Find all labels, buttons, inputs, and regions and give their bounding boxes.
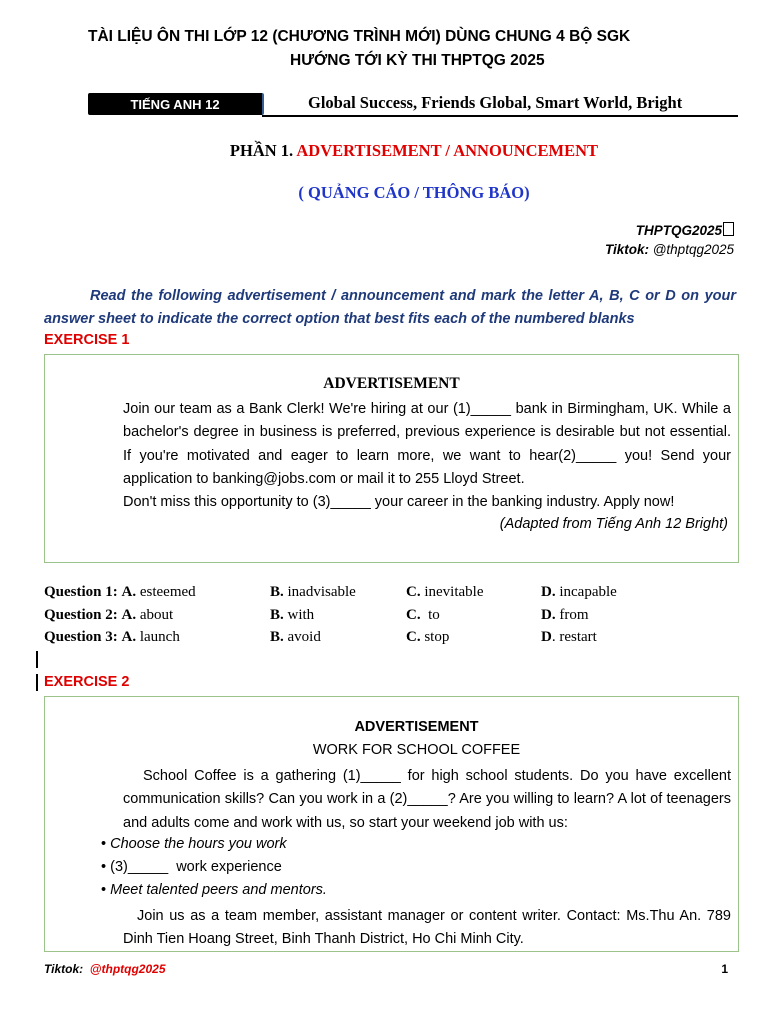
exercise-2-box	[44, 696, 739, 952]
question-row: Question 1: A. esteemed B. inadvisable C. inevitable D. incapable	[44, 584, 617, 600]
part-subtitle: ( QUẢNG CÁO / THÔNG BÁO)	[298, 183, 530, 202]
exam-tag	[636, 222, 734, 238]
part-topic: ADVERTISEMENT / ANNOUNCEMENT	[296, 141, 599, 160]
exercise-2-paragraph-text: School Coffee is a gathering (1)_____ for high school students. Do you have excellent communication skills? Can you work in a (2)_____? Are you willing to learn? A lot of teenagers and adults come and work with us, so start your weekend job with us:	[123, 768, 731, 831]
option-b[interactable]: inadvisable	[287, 584, 356, 600]
footer-tiktok	[44, 962, 166, 976]
exercise-2-paragraph	[123, 765, 731, 835]
exam-tag-text: THPTQG2025	[635, 223, 722, 238]
bullet-item: • Meet talented peers and mentors.	[101, 882, 327, 898]
exercise-2-paragraph-2	[123, 905, 731, 952]
bullet-blank: (3)_____ work experience	[110, 859, 282, 875]
option-a[interactable]: esteemed	[139, 584, 196, 600]
header-divider	[262, 115, 738, 117]
text-cursor	[36, 674, 38, 691]
exercise-1-box	[44, 354, 739, 563]
option-b[interactable]: with	[287, 607, 315, 623]
tiktok-tag	[605, 242, 734, 257]
subject-badge	[88, 93, 264, 115]
option-c[interactable]: inevitable	[424, 584, 484, 600]
page-number: 1	[721, 962, 728, 976]
part-label: PHẦN 1.	[229, 141, 294, 160]
bullet-item: • Choose the hours you work	[101, 836, 287, 852]
option-a[interactable]: launch	[139, 629, 180, 645]
placeholder-glyph-icon	[723, 222, 734, 236]
textbook-series: Global Success, Friends Global, Smart World, Bright	[308, 93, 683, 112]
question-label: Question 1:	[44, 584, 118, 600]
option-d[interactable]: restart	[559, 629, 597, 645]
question-label: Question 3:	[44, 629, 118, 645]
question-row: Question 3: A. launch B. avoid C. stop D. restart	[44, 629, 597, 645]
option-c[interactable]: to	[424, 607, 440, 623]
exercise-2-paragraph-2-text: Join us as a team member, assistant manager or content writer. Contact: Ms.Thu An. 789 Dinh Tien Hoang Street, Binh Thanh District, Ho Chi Minh City.	[123, 908, 731, 948]
header-title-line2: HƯỚNG TỚI KỲ THI THPTQG 2025	[290, 52, 545, 69]
text-cursor	[36, 651, 38, 668]
exercise-1-passage	[123, 398, 731, 514]
question-label: Question 2:	[44, 607, 118, 623]
exercise-1-paragraph-2: Don't miss this opportunity to (3)_____ your career in the banking industry. Apply now!	[123, 494, 675, 511]
tiktok-label: Tiktok:	[604, 242, 649, 257]
bullet-item: • (3)_____ work experience	[101, 859, 282, 875]
option-d[interactable]: from	[559, 607, 589, 623]
option-b[interactable]: avoid	[287, 629, 321, 645]
exercise-1-source: (Adapted from Tiếng Anh 12 Bright)	[499, 516, 728, 532]
exercise-2-title: ADVERTISEMENT	[354, 719, 479, 735]
subject-label: TIẾNG ANH 12	[130, 96, 220, 112]
exercise-1-label: EXERCISE 1	[44, 332, 130, 348]
instruction-body: Read the following advertisement / announcement and mark the letter A, B, C or D on your answer sheet to indicate the correct option that best fits each of the numbered blanks	[44, 288, 736, 327]
exercise-1-title: ADVERTISEMENT	[323, 375, 460, 392]
part-title	[0, 141, 768, 161]
exercise-1-paragraph: Join our team as a Bank Clerk! We're hiring at our (1)_____ bank in Birmingham, UK. While a bachelor's degree in business is preferred, previous experience is desirable but not essential. If you're motivated and eager to learn more, we want to hear(2)_____ you! Send your application to banking@jobs.com or mail it to 255 Lloyd Street.	[123, 401, 731, 487]
option-c[interactable]: stop	[424, 629, 450, 645]
tiktok-handle: @thptqg2025	[652, 242, 734, 257]
question-row: Question 2: A. about B. with C. to D. from	[44, 607, 589, 623]
header-title-line1: TÀI LIỆU ÔN THI LỚP 12 (CHƯƠNG TRÌNH MỚI) DÙNG CHUNG 4 BỘ SGK	[88, 28, 631, 45]
bullet-text: Choose the hours you work	[110, 836, 287, 852]
exercise-2-subtitle: WORK FOR SCHOOL COFFEE	[312, 742, 521, 758]
instruction-text	[44, 285, 736, 331]
option-a[interactable]: about	[139, 607, 174, 623]
exercise-2-label: EXERCISE 2	[44, 674, 130, 690]
footer-handle: @thptqg2025	[89, 962, 166, 976]
footer-label: Tiktok:	[44, 962, 84, 976]
option-d[interactable]: incapable	[559, 584, 617, 600]
bullet-text: Meet talented peers and mentors.	[110, 882, 327, 898]
